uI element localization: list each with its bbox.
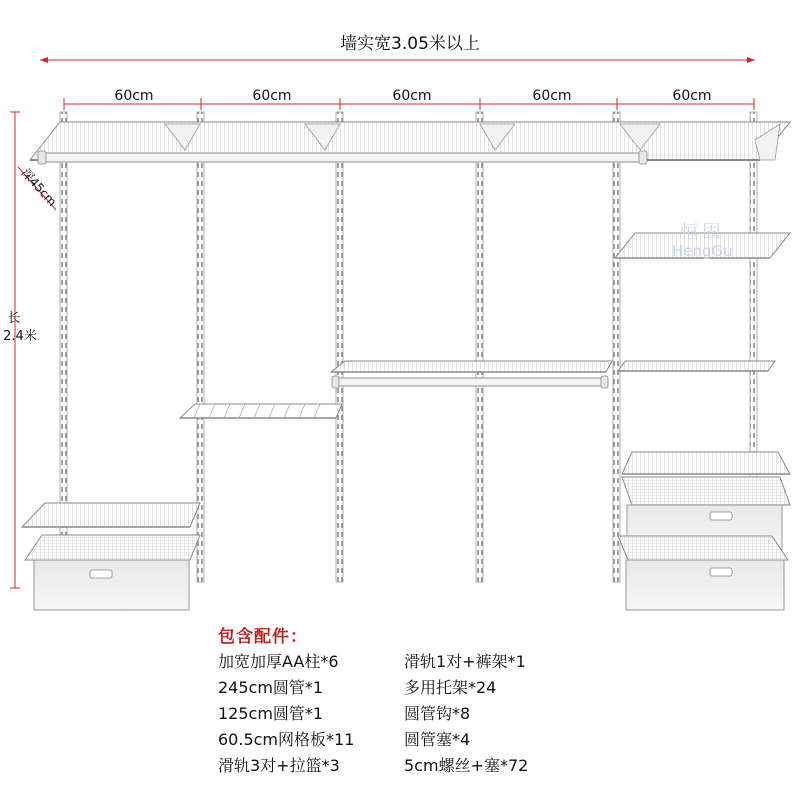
wall-width-label: 墙实宽3.05米以上 [340,34,480,54]
top-hanging-rail [38,151,647,164]
watermark-en: HengGu [672,242,733,260]
section-width-label: 60cm [252,88,292,104]
accessory-item: 5cm螺丝+塞*72 [404,756,529,775]
accessories-grid [218,651,778,777]
accessory-item: 60.5cm网格板*11 [218,730,355,749]
depth-dimension [18,166,59,210]
length-value: 2.4米 [3,329,37,344]
trouser-rack [180,404,342,418]
section-dimensions [64,88,754,110]
accessory-item: 加宽加厚AA柱*6 [218,652,339,671]
length-label: 长 [7,311,21,326]
accessory-item: 圆管塞*4 [404,730,471,749]
middle-hanging-rail [332,376,608,388]
section-width-label: 60cm [392,88,432,104]
right-lower-shelf [622,452,790,474]
accessory-item: 滑轨1对+裤架*1 [404,652,526,671]
accessory-item: 圆管钩*8 [404,704,471,723]
watermark-cn: 恒固 [680,222,725,243]
depth-label: 深45cm [18,165,60,209]
watermark [672,224,733,260]
accessory-item: 125cm圆管*1 [218,704,324,723]
accessories-title: 包含配件： [218,627,308,647]
section-width-label: 60cm [532,88,572,104]
accessory-item: 滑轨3对+拉篮*3 [218,756,340,775]
accessory-item: 245cm圆管*1 [218,678,324,697]
left-basket [25,535,200,610]
accessories-list [218,622,778,777]
accessory-item: 多用托架*24 [404,678,497,697]
section-width-label: 60cm [672,88,712,104]
left-lower-shelf [22,503,200,527]
middle-shelves [331,361,775,372]
right-basket-lower [618,536,788,610]
section-width-label: 60cm [114,88,154,104]
wall-width-dimension [40,34,755,63]
